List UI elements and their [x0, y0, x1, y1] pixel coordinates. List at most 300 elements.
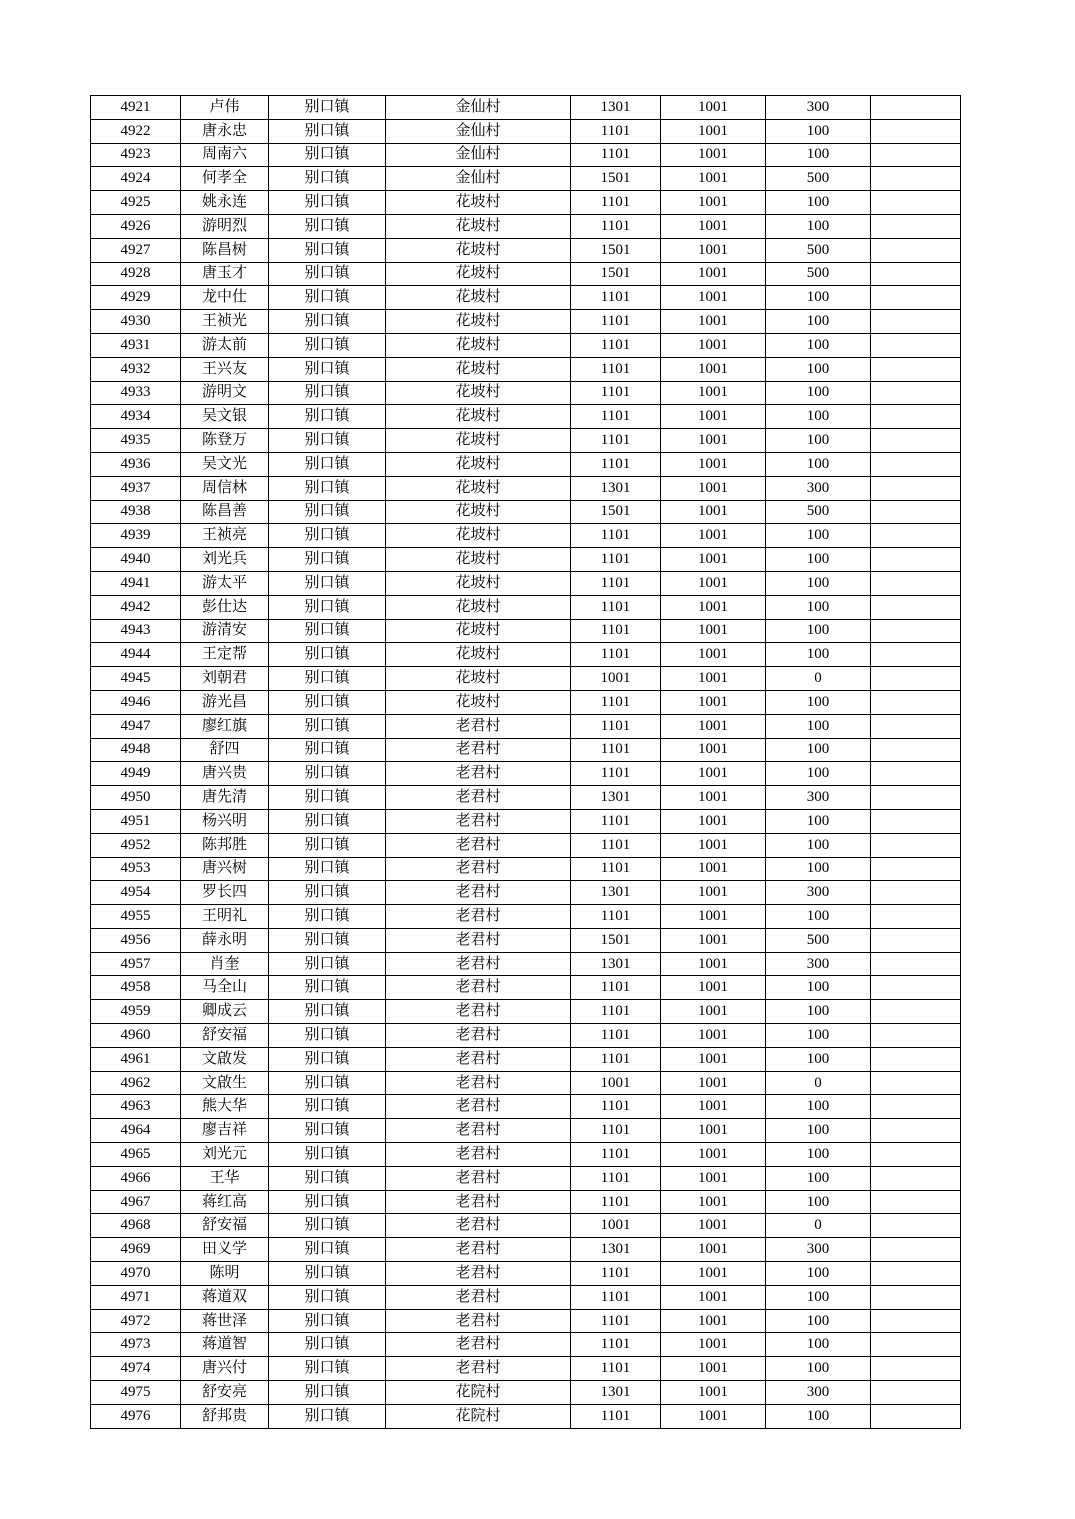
- cell-id: 4949: [91, 762, 181, 786]
- cell-amount3: 100: [766, 1119, 871, 1143]
- cell-amount2: 1001: [661, 928, 766, 952]
- cell-amount1: 1101: [571, 524, 661, 548]
- cell-amount1: 1101: [571, 452, 661, 476]
- cell-amount1: 1101: [571, 214, 661, 238]
- table-row: [91, 619, 961, 643]
- cell-name: 游太平: [181, 571, 269, 595]
- cell-town: 别口镇: [269, 786, 386, 810]
- cell-blank: [871, 786, 961, 810]
- cell-amount3: 100: [766, 143, 871, 167]
- table-row: [91, 310, 961, 334]
- cell-id: 4965: [91, 1143, 181, 1167]
- table-row: [91, 1262, 961, 1286]
- cell-amount1: 1101: [571, 714, 661, 738]
- cell-name: 周信林: [181, 476, 269, 500]
- cell-village: 花坡村: [386, 238, 571, 262]
- cell-id: 4921: [91, 96, 181, 120]
- cell-amount3: 100: [766, 333, 871, 357]
- cell-blank: [871, 1309, 961, 1333]
- cell-blank: [871, 452, 961, 476]
- cell-name: 游太前: [181, 333, 269, 357]
- cell-amount1: 1101: [571, 1047, 661, 1071]
- cell-name: 王明礼: [181, 905, 269, 929]
- cell-village: 花坡村: [386, 333, 571, 357]
- cell-amount1: 1101: [571, 191, 661, 215]
- cell-amount3: 500: [766, 500, 871, 524]
- cell-blank: [871, 548, 961, 572]
- cell-village: 老君村: [386, 905, 571, 929]
- table-row: [91, 500, 961, 524]
- cell-town: 别口镇: [269, 905, 386, 929]
- cell-blank: [871, 119, 961, 143]
- cell-amount1: 1101: [571, 143, 661, 167]
- cell-amount1: 1101: [571, 1095, 661, 1119]
- cell-town: 别口镇: [269, 690, 386, 714]
- cell-name: 王华: [181, 1166, 269, 1190]
- cell-amount3: 100: [766, 738, 871, 762]
- cell-amount3: 100: [766, 1309, 871, 1333]
- cell-name: 吴文银: [181, 405, 269, 429]
- cell-id: 4928: [91, 262, 181, 286]
- cell-amount2: 1001: [661, 548, 766, 572]
- cell-amount1: 1101: [571, 571, 661, 595]
- cell-amount3: 100: [766, 381, 871, 405]
- cell-amount3: 100: [766, 1285, 871, 1309]
- cell-town: 别口镇: [269, 310, 386, 334]
- cell-name: 卢伟: [181, 96, 269, 120]
- cell-amount1: 1501: [571, 262, 661, 286]
- cell-amount3: 300: [766, 1381, 871, 1405]
- cell-village: 老君村: [386, 714, 571, 738]
- table-row: [91, 1214, 961, 1238]
- cell-amount3: 100: [766, 857, 871, 881]
- cell-amount3: 100: [766, 1262, 871, 1286]
- cell-town: 别口镇: [269, 1024, 386, 1048]
- cell-amount3: 300: [766, 952, 871, 976]
- table-row: [91, 1000, 961, 1024]
- cell-id: 4946: [91, 690, 181, 714]
- cell-amount3: 0: [766, 1071, 871, 1095]
- cell-blank: [871, 1095, 961, 1119]
- cell-amount3: 100: [766, 619, 871, 643]
- cell-amount1: 1101: [571, 333, 661, 357]
- cell-village: 老君村: [386, 1190, 571, 1214]
- cell-amount3: 0: [766, 1214, 871, 1238]
- cell-name: 薛永明: [181, 928, 269, 952]
- cell-name: 游明烈: [181, 214, 269, 238]
- cell-blank: [871, 476, 961, 500]
- cell-blank: [871, 286, 961, 310]
- cell-id: 4937: [91, 476, 181, 500]
- cell-town: 别口镇: [269, 238, 386, 262]
- cell-id: 4976: [91, 1404, 181, 1428]
- cell-id: 4959: [91, 1000, 181, 1024]
- cell-id: 4932: [91, 357, 181, 381]
- cell-amount2: 1001: [661, 143, 766, 167]
- cell-id: 4972: [91, 1309, 181, 1333]
- cell-town: 别口镇: [269, 1166, 386, 1190]
- cell-blank: [871, 833, 961, 857]
- cell-town: 别口镇: [269, 619, 386, 643]
- cell-village: 金仙村: [386, 119, 571, 143]
- cell-amount1: 1101: [571, 1404, 661, 1428]
- cell-id: 4954: [91, 881, 181, 905]
- cell-amount1: 1101: [571, 357, 661, 381]
- cell-amount1: 1101: [571, 690, 661, 714]
- table-row: [91, 595, 961, 619]
- cell-blank: [871, 191, 961, 215]
- cell-blank: [871, 167, 961, 191]
- cell-id: 4922: [91, 119, 181, 143]
- cell-amount2: 1001: [661, 1404, 766, 1428]
- cell-village: 花坡村: [386, 476, 571, 500]
- cell-amount3: 100: [766, 762, 871, 786]
- table-row: [91, 833, 961, 857]
- cell-amount1: 1001: [571, 667, 661, 691]
- cell-village: 老君村: [386, 976, 571, 1000]
- cell-blank: [871, 1047, 961, 1071]
- cell-amount1: 1101: [571, 1357, 661, 1381]
- cell-blank: [871, 214, 961, 238]
- cell-id: 4960: [91, 1024, 181, 1048]
- cell-amount1: 1101: [571, 905, 661, 929]
- cell-amount1: 1501: [571, 238, 661, 262]
- cell-town: 别口镇: [269, 452, 386, 476]
- cell-amount1: 1101: [571, 595, 661, 619]
- table-row: [91, 262, 961, 286]
- cell-amount3: 100: [766, 1357, 871, 1381]
- cell-village: 花坡村: [386, 548, 571, 572]
- cell-town: 别口镇: [269, 1381, 386, 1405]
- cell-town: 别口镇: [269, 333, 386, 357]
- cell-amount1: 1301: [571, 1381, 661, 1405]
- cell-amount3: 500: [766, 262, 871, 286]
- table-row: [91, 1190, 961, 1214]
- cell-name: 卿成云: [181, 1000, 269, 1024]
- cell-id: 4942: [91, 595, 181, 619]
- cell-amount2: 1001: [661, 667, 766, 691]
- cell-name: 陈明: [181, 1262, 269, 1286]
- cell-amount1: 1101: [571, 976, 661, 1000]
- cell-id: 4973: [91, 1333, 181, 1357]
- cell-town: 别口镇: [269, 381, 386, 405]
- table-row: [91, 1119, 961, 1143]
- table-row: [91, 286, 961, 310]
- cell-blank: [871, 357, 961, 381]
- cell-blank: [871, 714, 961, 738]
- cell-name: 陈昌善: [181, 500, 269, 524]
- cell-blank: [871, 333, 961, 357]
- cell-id: 4929: [91, 286, 181, 310]
- cell-id: 4963: [91, 1095, 181, 1119]
- cell-town: 别口镇: [269, 1047, 386, 1071]
- cell-village: 花坡村: [386, 429, 571, 453]
- cell-id: 4968: [91, 1214, 181, 1238]
- cell-blank: [871, 96, 961, 120]
- cell-blank: [871, 1404, 961, 1428]
- cell-amount2: 1001: [661, 1071, 766, 1095]
- cell-amount2: 1001: [661, 476, 766, 500]
- cell-blank: [871, 1333, 961, 1357]
- cell-amount1: 1101: [571, 405, 661, 429]
- cell-village: 老君村: [386, 1238, 571, 1262]
- cell-name: 杨兴明: [181, 809, 269, 833]
- cell-town: 别口镇: [269, 1333, 386, 1357]
- cell-town: 别口镇: [269, 143, 386, 167]
- cell-blank: [871, 238, 961, 262]
- cell-town: 别口镇: [269, 714, 386, 738]
- cell-amount1: 1101: [571, 762, 661, 786]
- cell-town: 别口镇: [269, 857, 386, 881]
- cell-amount3: 300: [766, 96, 871, 120]
- cell-name: 肖奎: [181, 952, 269, 976]
- table-row: [91, 381, 961, 405]
- cell-name: 周南六: [181, 143, 269, 167]
- cell-village: 花坡村: [386, 405, 571, 429]
- cell-village: 老君村: [386, 1309, 571, 1333]
- cell-blank: [871, 310, 961, 334]
- cell-village: 老君村: [386, 738, 571, 762]
- cell-amount2: 1001: [661, 333, 766, 357]
- cell-name: 唐兴树: [181, 857, 269, 881]
- cell-id: 4958: [91, 976, 181, 1000]
- cell-amount1: 1101: [571, 1309, 661, 1333]
- cell-amount1: 1101: [571, 1262, 661, 1286]
- cell-village: 老君村: [386, 1333, 571, 1357]
- cell-town: 别口镇: [269, 928, 386, 952]
- cell-blank: [871, 762, 961, 786]
- cell-amount1: 1001: [571, 1214, 661, 1238]
- cell-amount1: 1501: [571, 500, 661, 524]
- cell-amount1: 1101: [571, 1000, 661, 1024]
- cell-village: 花坡村: [386, 381, 571, 405]
- cell-town: 别口镇: [269, 1285, 386, 1309]
- cell-village: 老君村: [386, 762, 571, 786]
- cell-name: 唐永忠: [181, 119, 269, 143]
- cell-id: 4970: [91, 1262, 181, 1286]
- cell-village: 花院村: [386, 1404, 571, 1428]
- cell-village: 老君村: [386, 1119, 571, 1143]
- cell-amount2: 1001: [661, 643, 766, 667]
- cell-town: 别口镇: [269, 191, 386, 215]
- cell-amount3: 100: [766, 191, 871, 215]
- cell-amount2: 1001: [661, 1262, 766, 1286]
- cell-village: 老君村: [386, 1143, 571, 1167]
- cell-amount1: 1101: [571, 1024, 661, 1048]
- cell-id: 4933: [91, 381, 181, 405]
- table-row: [91, 191, 961, 215]
- cell-town: 别口镇: [269, 1357, 386, 1381]
- cell-name: 王祯光: [181, 310, 269, 334]
- cell-town: 别口镇: [269, 1404, 386, 1428]
- cell-blank: [871, 738, 961, 762]
- cell-village: 花坡村: [386, 191, 571, 215]
- cell-amount2: 1001: [661, 429, 766, 453]
- cell-amount1: 1101: [571, 643, 661, 667]
- cell-name: 刘光元: [181, 1143, 269, 1167]
- cell-blank: [871, 905, 961, 929]
- cell-town: 别口镇: [269, 357, 386, 381]
- cell-amount2: 1001: [661, 96, 766, 120]
- cell-name: 文啟发: [181, 1047, 269, 1071]
- cell-town: 别口镇: [269, 595, 386, 619]
- cell-id: 4955: [91, 905, 181, 929]
- cell-town: 别口镇: [269, 429, 386, 453]
- cell-amount3: 100: [766, 833, 871, 857]
- cell-village: 花坡村: [386, 452, 571, 476]
- cell-amount2: 1001: [661, 1095, 766, 1119]
- cell-amount1: 1101: [571, 857, 661, 881]
- cell-town: 别口镇: [269, 167, 386, 191]
- cell-blank: [871, 1357, 961, 1381]
- cell-amount3: 500: [766, 928, 871, 952]
- subsidy-table: [90, 95, 961, 1429]
- cell-name: 彭仕达: [181, 595, 269, 619]
- cell-amount2: 1001: [661, 690, 766, 714]
- table-row: [91, 452, 961, 476]
- cell-village: 花坡村: [386, 643, 571, 667]
- cell-town: 别口镇: [269, 1071, 386, 1095]
- table-row: [91, 786, 961, 810]
- cell-amount3: 100: [766, 1166, 871, 1190]
- cell-name: 廖吉祥: [181, 1119, 269, 1143]
- cell-name: 廖红旗: [181, 714, 269, 738]
- table-row: [91, 714, 961, 738]
- cell-id: 4934: [91, 405, 181, 429]
- cell-village: 老君村: [386, 1000, 571, 1024]
- cell-amount2: 1001: [661, 619, 766, 643]
- cell-amount2: 1001: [661, 1000, 766, 1024]
- cell-id: 4951: [91, 809, 181, 833]
- cell-village: 花坡村: [386, 595, 571, 619]
- table-row: [91, 928, 961, 952]
- cell-name: 王祯亮: [181, 524, 269, 548]
- cell-name: 唐兴付: [181, 1357, 269, 1381]
- cell-id: 4961: [91, 1047, 181, 1071]
- cell-blank: [871, 381, 961, 405]
- cell-amount2: 1001: [661, 452, 766, 476]
- table-row: [91, 1071, 961, 1095]
- cell-amount3: 100: [766, 1190, 871, 1214]
- table-row: [91, 167, 961, 191]
- cell-amount3: 300: [766, 476, 871, 500]
- cell-name: 马全山: [181, 976, 269, 1000]
- cell-amount3: 100: [766, 524, 871, 548]
- cell-id: 4967: [91, 1190, 181, 1214]
- cell-village: 金仙村: [386, 143, 571, 167]
- cell-blank: [871, 405, 961, 429]
- cell-town: 别口镇: [269, 405, 386, 429]
- cell-blank: [871, 1119, 961, 1143]
- cell-id: 4944: [91, 643, 181, 667]
- cell-amount1: 1301: [571, 476, 661, 500]
- cell-amount2: 1001: [661, 1166, 766, 1190]
- cell-town: 别口镇: [269, 571, 386, 595]
- cell-id: 4927: [91, 238, 181, 262]
- cell-amount1: 1001: [571, 1071, 661, 1095]
- cell-amount2: 1001: [661, 714, 766, 738]
- cell-town: 别口镇: [269, 1119, 386, 1143]
- cell-blank: [871, 928, 961, 952]
- cell-amount1: 1501: [571, 928, 661, 952]
- cell-town: 别口镇: [269, 643, 386, 667]
- cell-amount1: 1101: [571, 286, 661, 310]
- cell-amount3: 100: [766, 595, 871, 619]
- table-row: [91, 952, 961, 976]
- cell-id: 4974: [91, 1357, 181, 1381]
- cell-id: 4936: [91, 452, 181, 476]
- table-row: [91, 1238, 961, 1262]
- cell-amount3: 0: [766, 667, 871, 691]
- cell-name: 刘朝君: [181, 667, 269, 691]
- cell-id: 4926: [91, 214, 181, 238]
- cell-amount1: 1101: [571, 619, 661, 643]
- cell-name: 姚永连: [181, 191, 269, 215]
- cell-name: 舒安福: [181, 1024, 269, 1048]
- cell-village: 老君村: [386, 786, 571, 810]
- cell-name: 蒋世泽: [181, 1309, 269, 1333]
- cell-town: 别口镇: [269, 952, 386, 976]
- table-row: [91, 1024, 961, 1048]
- cell-town: 别口镇: [269, 1309, 386, 1333]
- cell-name: 舒四: [181, 738, 269, 762]
- cell-amount2: 1001: [661, 1381, 766, 1405]
- cell-town: 别口镇: [269, 881, 386, 905]
- cell-amount2: 1001: [661, 524, 766, 548]
- cell-amount3: 100: [766, 357, 871, 381]
- table-row: [91, 1285, 961, 1309]
- cell-amount3: 100: [766, 714, 871, 738]
- table-row: [91, 976, 961, 1000]
- cell-amount2: 1001: [661, 262, 766, 286]
- cell-name: 舒邦贵: [181, 1404, 269, 1428]
- cell-amount2: 1001: [661, 762, 766, 786]
- table-row: [91, 1357, 961, 1381]
- cell-blank: [871, 952, 961, 976]
- cell-amount2: 1001: [661, 191, 766, 215]
- table-row: [91, 738, 961, 762]
- cell-name: 蒋红高: [181, 1190, 269, 1214]
- cell-blank: [871, 809, 961, 833]
- table-row: [91, 643, 961, 667]
- cell-town: 别口镇: [269, 1143, 386, 1167]
- table-row: [91, 548, 961, 572]
- cell-blank: [871, 1238, 961, 1262]
- cell-name: 舒安亮: [181, 1381, 269, 1405]
- cell-village: 花坡村: [386, 571, 571, 595]
- cell-amount1: 1101: [571, 1190, 661, 1214]
- cell-id: 4931: [91, 333, 181, 357]
- table-row: [91, 524, 961, 548]
- cell-blank: [871, 857, 961, 881]
- cell-village: 花坡村: [386, 310, 571, 334]
- cell-town: 别口镇: [269, 762, 386, 786]
- table-row: [91, 881, 961, 905]
- cell-amount3: 300: [766, 1238, 871, 1262]
- table-row: [91, 1404, 961, 1428]
- cell-village: 老君村: [386, 1024, 571, 1048]
- table-row: [91, 119, 961, 143]
- cell-blank: [871, 571, 961, 595]
- cell-amount3: 100: [766, 571, 871, 595]
- table-row: [91, 690, 961, 714]
- cell-id: 4938: [91, 500, 181, 524]
- cell-id: 4953: [91, 857, 181, 881]
- cell-blank: [871, 262, 961, 286]
- cell-blank: [871, 1285, 961, 1309]
- cell-name: 蒋道智: [181, 1333, 269, 1357]
- cell-amount3: 100: [766, 310, 871, 334]
